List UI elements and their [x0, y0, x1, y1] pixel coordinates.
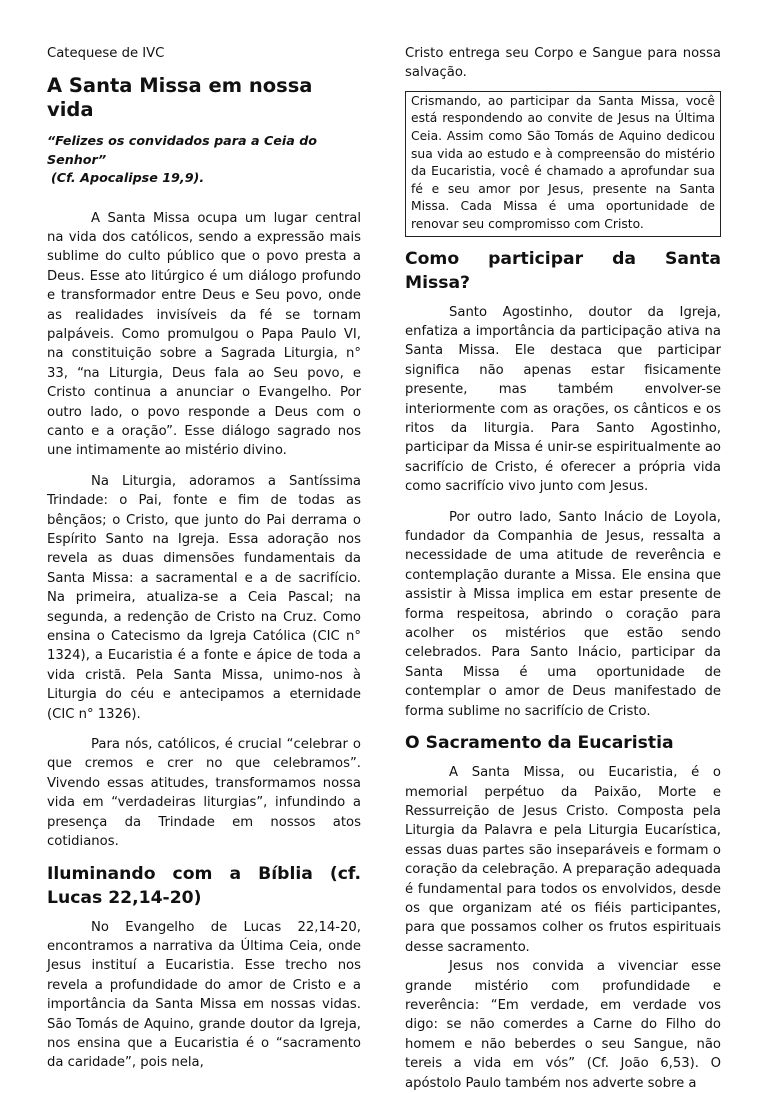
section-heading-bible: Iluminando com a Bíblia (cf. Lucas 22,14-20): [47, 863, 361, 908]
header-label: Catequese de IVC: [47, 46, 165, 61]
eucharist-paragraph-2: Jesus nos convida a vivenciar esse grande mistério com profundidade e reverência: “Em verdade, em verdade vos digo: se não comerdes a Carne do Filho do homem e não beberdes o seu Sangue, não tereis a vida em vós” (Cf. João 6,53). O apóstolo Paulo também nos adverte sobre a: [405, 959, 721, 1091]
intro-paragraph-3: Para nós, católicos, é crucial “celebrar o que cremos e crer no que celebramos”. Vivendo essas atitudes, transformamos nossa vida em “verdadeiras liturgias”, infundindo a presença da Trindade em nossos atos cotidianos.: [47, 737, 361, 850]
epigraph-reference: (Cf. Apocalipse 19,9).: [51, 170, 205, 185]
participate-paragraph-2: Por outro lado, Santo Inácio de Loyola, fundador da Companhia de Jesus, ressalta a necessidade de uma atitude de reverência e contemplação durante a Missa. Ele ensina que assistir à Missa implica em estar presente de forma respeitosa, abrindo o coração para acolher os mistérios que estão sendo celebrados. Para Santo Inácio, participar da Santa Missa é uma oportunidade de contemplar o amor de Deus manifestado de forma sublime no sacrifício de Cristo.: [405, 509, 721, 719]
callout-box: [405, 91, 721, 237]
left-column: [47, 44, 361, 1073]
eucharist-paragraph-1: A Santa Missa, ou Eucaristia, é o memorial perpétuo da Paixão, Morte e Ressurreição de Jesus Cristo. Composta pela Liturgia da Palavra e pela Liturgia Eucarística, essas duas partes são inseparáveis e formam o coração da celebração. A preparação adequada é fundamental para todos os envolvidos, desde os que organizam até os fiéis participantes, para que possamos colher os frutos espirituais desse sacramento.: [405, 765, 721, 955]
participate-paragraph-1: Santo Agostinho, doutor da Igreja, enfatiza a importância da participação ativa na Santa Missa. Ele destaca que participar significa não apenas estar fisicamente presente, mas também envolver-se interiormente com as orações, os cânticos e os ritos da liturgia. Para Santo Agostinho, participar da Missa é unir-se espiritualmente ao sacrifício de Cristo, é oferecer a própria vida como sacrifício vivo junto com Jesus.: [405, 304, 721, 495]
section-heading-eucharist: O Sacramento da Eucaristia: [405, 733, 674, 754]
intro-paragraph-2: Na Liturgia, adoramos a Santíssima Trindade: o Pai, fonte e fim de todas as bênçãos; o Cristo, que junto do Pai derrama o Espírito Santo na Igreja. Essa adoração nos revela as duas dimensões fundamentais da Santa Missa: a sacramental e a de sacrifício. Na primeira, atualiza-se a Ceia Pascal; na segunda, a redenção de Cristo na Cruz. Como ensina o Catecismo da Igreja Católica (CIC n° 1324), a Eucaristia é a fonte e ápice de toda a vida cristã. Pela Santa Missa, unimo-nos à Liturgia do céu e antecipamos a eternidade (CIC n° 1326).: [47, 473, 361, 722]
right-column: [405, 44, 721, 1093]
epigraph: [47, 132, 361, 188]
callout-text: Crismando, ao participar da Santa Missa, você está respondendo ao convite de Jesus na Última Ceia. Assim como São Tomás de Aquino dedicou sua vida ao estudo e à compreensão do mistério da Eucaristia, você é chamado a aprofundar sua fé e seu amor por Jesus, presente na Santa Missa. Cada Missa é uma oportunidade de renovar seu compromisso com Cristo.: [411, 93, 715, 231]
section-heading-participate: Como participar da Santa Missa?: [405, 248, 721, 293]
intro-paragraph-1: A Santa Missa ocupa um lugar central na vida dos católicos, sendo a expressão mais sublime do culto público que o povo presta a Deus. Esse ato litúrgico é um diálogo profundo e transformador entre Deus e Seu povo, onde as realidades invisíveis da fé se tornam palpáveis. Como promulgou o Papa Paulo VI, na constituição sobre a Sagrada Liturgia, n° 33, “na Liturgia, Deus fala ao Seu povo, e Cristo continua a anunciar o Evangelho. Por outro lado, o povo responde a Deus com o canto e a oração”. Esse diálogo sagrado nos une intimamente ao mistério divino.: [47, 210, 361, 459]
epigraph-quote: “Felizes os convidados para a Ceia do Senhor”: [47, 133, 317, 167]
bible-paragraph-start: No Evangelho de Lucas 22,14-20, encontramos a narrativa da Última Ceia, onde Jesus instituí a Eucaristia. Esse trecho nos revela a profundidade do amor de Cristo e a importância da Santa Missa em nossas vidas. São Tomás de Aquino, grande doutor da Igreja, nos ensina que a Eucaristia é o “sacramento da caridade”, pois nela,: [47, 919, 361, 1071]
bible-paragraph-end: Cristo entrega seu Corpo e Sangue para nossa salvação.: [405, 46, 721, 81]
page-title: A Santa Missa em nossa vida: [47, 74, 313, 121]
